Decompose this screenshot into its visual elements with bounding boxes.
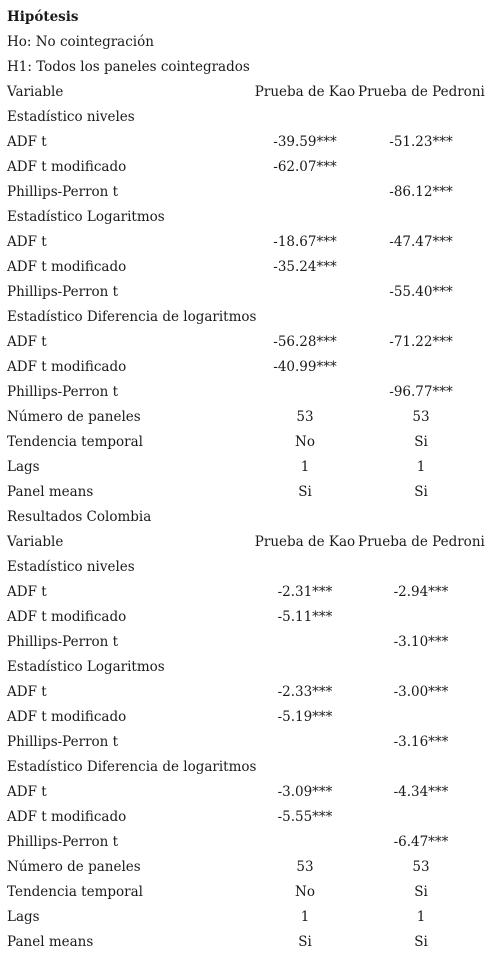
table-row <box>0 355 491 380</box>
row-label: Estadístico Logaritmos <box>7 209 165 225</box>
row-label: H1: Todos los paneles cointegrados <box>7 59 250 75</box>
pedroni-value: -96.77*** <box>389 384 453 400</box>
title-row <box>0 5 491 30</box>
kao-column-header: Prueba de Kao <box>254 84 356 100</box>
table-row <box>0 580 491 605</box>
pedroni-value: -4.34*** <box>393 784 449 800</box>
row-label: Estadístico niveles <box>7 559 135 575</box>
table-row <box>0 155 491 180</box>
table-row <box>0 680 491 705</box>
section-row <box>0 305 491 330</box>
row-label: ADF t <box>7 784 47 800</box>
table-row <box>0 830 491 855</box>
row-label: ADF t <box>7 234 47 250</box>
row-label: ADF t <box>7 684 47 700</box>
section-row <box>0 555 491 580</box>
kao-value: 1 <box>300 459 310 475</box>
pedroni-value: 53 <box>412 409 430 425</box>
table-row <box>0 605 491 630</box>
pedroni-value: -2.94*** <box>393 584 449 600</box>
row-label: ADF t <box>7 584 47 600</box>
pedroni-value: -47.47*** <box>389 234 453 250</box>
pedroni-column-header: Prueba de Pedroni <box>358 534 485 550</box>
kao-value: -2.31*** <box>277 584 333 600</box>
kao-value: -62.07*** <box>273 159 337 175</box>
row-label: ADF t modificado <box>7 159 127 175</box>
pedroni-value: -3.00*** <box>393 684 449 700</box>
table-row <box>0 405 491 430</box>
table-row <box>0 280 491 305</box>
row-label: Estadístico Logaritmos <box>7 659 165 675</box>
table-row <box>0 730 491 755</box>
row-label: Phillips-Perron t <box>7 284 119 300</box>
row-label: Phillips-Perron t <box>7 734 119 750</box>
row-label: ADF t modificado <box>7 609 127 625</box>
kao-value: -39.59*** <box>273 134 337 150</box>
table-row <box>0 255 491 280</box>
row-label: Lags <box>7 459 40 475</box>
section-row <box>0 205 491 230</box>
kao-value: 1 <box>300 909 310 925</box>
section-row <box>0 505 491 530</box>
table-row <box>0 780 491 805</box>
header-row <box>0 530 491 555</box>
row-label: Estadístico Diferencia de logaritmos <box>7 309 257 325</box>
text-row <box>0 30 491 55</box>
section-row <box>0 105 491 130</box>
kao-value: -5.11*** <box>277 609 333 625</box>
row-label: Número de paneles <box>7 859 141 875</box>
section-row <box>0 655 491 680</box>
table-row <box>0 855 491 880</box>
row-label: Phillips-Perron t <box>7 384 119 400</box>
pedroni-value: -51.23*** <box>389 134 453 150</box>
kao-value: -5.19*** <box>277 709 333 725</box>
kao-value: Si <box>298 484 312 500</box>
table-row <box>0 380 491 405</box>
kao-value: No <box>295 434 315 450</box>
table-row <box>0 130 491 155</box>
kao-column-header: Prueba de Kao <box>254 534 356 550</box>
pedroni-value: -3.10*** <box>393 634 449 650</box>
pedroni-value: Si <box>414 934 428 950</box>
table-row <box>0 330 491 355</box>
pedroni-value: -3.16*** <box>393 734 449 750</box>
kao-value: -5.55*** <box>277 809 333 825</box>
row-label: Tendencia temporal <box>7 434 143 450</box>
row-label: Ho: No cointegración <box>7 34 154 50</box>
pedroni-value: Si <box>414 484 428 500</box>
pedroni-value: 1 <box>416 459 426 475</box>
kao-value: -3.09*** <box>277 784 333 800</box>
pedroni-value: 53 <box>412 859 430 875</box>
row-label: Tendencia temporal <box>7 884 143 900</box>
row-label: Phillips-Perron t <box>7 834 119 850</box>
pedroni-value: Si <box>414 434 428 450</box>
section-row <box>0 755 491 780</box>
row-label: ADF t modificado <box>7 809 127 825</box>
row-label: Estadístico Diferencia de logaritmos <box>7 759 257 775</box>
kao-value: No <box>295 884 315 900</box>
header-row <box>0 80 491 105</box>
kao-value: -18.67*** <box>273 234 337 250</box>
row-label: ADF t <box>7 134 47 150</box>
row-label: Phillips-Perron t <box>7 184 119 200</box>
pedroni-value: -86.12*** <box>389 184 453 200</box>
table-row <box>0 630 491 655</box>
row-label: Variable <box>7 534 64 550</box>
pedroni-value: -6.47*** <box>393 834 449 850</box>
row-label: ADF t modificado <box>7 259 127 275</box>
row-label: Estadístico niveles <box>7 109 135 125</box>
row-label: Panel means <box>7 484 94 500</box>
kao-value: 53 <box>296 859 314 875</box>
row-label: ADF t modificado <box>7 359 127 375</box>
pedroni-value: Si <box>414 884 428 900</box>
kao-value: -35.24*** <box>273 259 337 275</box>
kao-value: -2.33*** <box>277 684 333 700</box>
row-label: Panel means <box>7 934 94 950</box>
kao-value: -56.28*** <box>273 334 337 350</box>
row-label: Resultados Colombia <box>7 509 152 525</box>
table-row <box>0 805 491 830</box>
table-row <box>0 230 491 255</box>
text-row <box>0 55 491 80</box>
table-row <box>0 705 491 730</box>
pedroni-value: -71.22*** <box>389 334 453 350</box>
row-label: Variable <box>7 84 64 100</box>
pedroni-value: -55.40*** <box>389 284 453 300</box>
table-row <box>0 455 491 480</box>
page-title: Hipótesis <box>7 9 79 25</box>
kao-value: Si <box>298 934 312 950</box>
table-row <box>0 880 491 905</box>
table-row <box>0 480 491 505</box>
row-label: Número de paneles <box>7 409 141 425</box>
row-label: ADF t <box>7 334 47 350</box>
pedroni-value: 1 <box>416 909 426 925</box>
row-label: ADF t modificado <box>7 709 127 725</box>
row-label: Phillips-Perron t <box>7 634 119 650</box>
pedroni-column-header: Prueba de Pedroni <box>358 84 485 100</box>
table-row <box>0 180 491 205</box>
kao-value: -40.99*** <box>273 359 337 375</box>
row-label: Lags <box>7 909 40 925</box>
table-row <box>0 930 491 955</box>
kao-value: 53 <box>296 409 314 425</box>
table-row <box>0 905 491 930</box>
table-row <box>0 430 491 455</box>
